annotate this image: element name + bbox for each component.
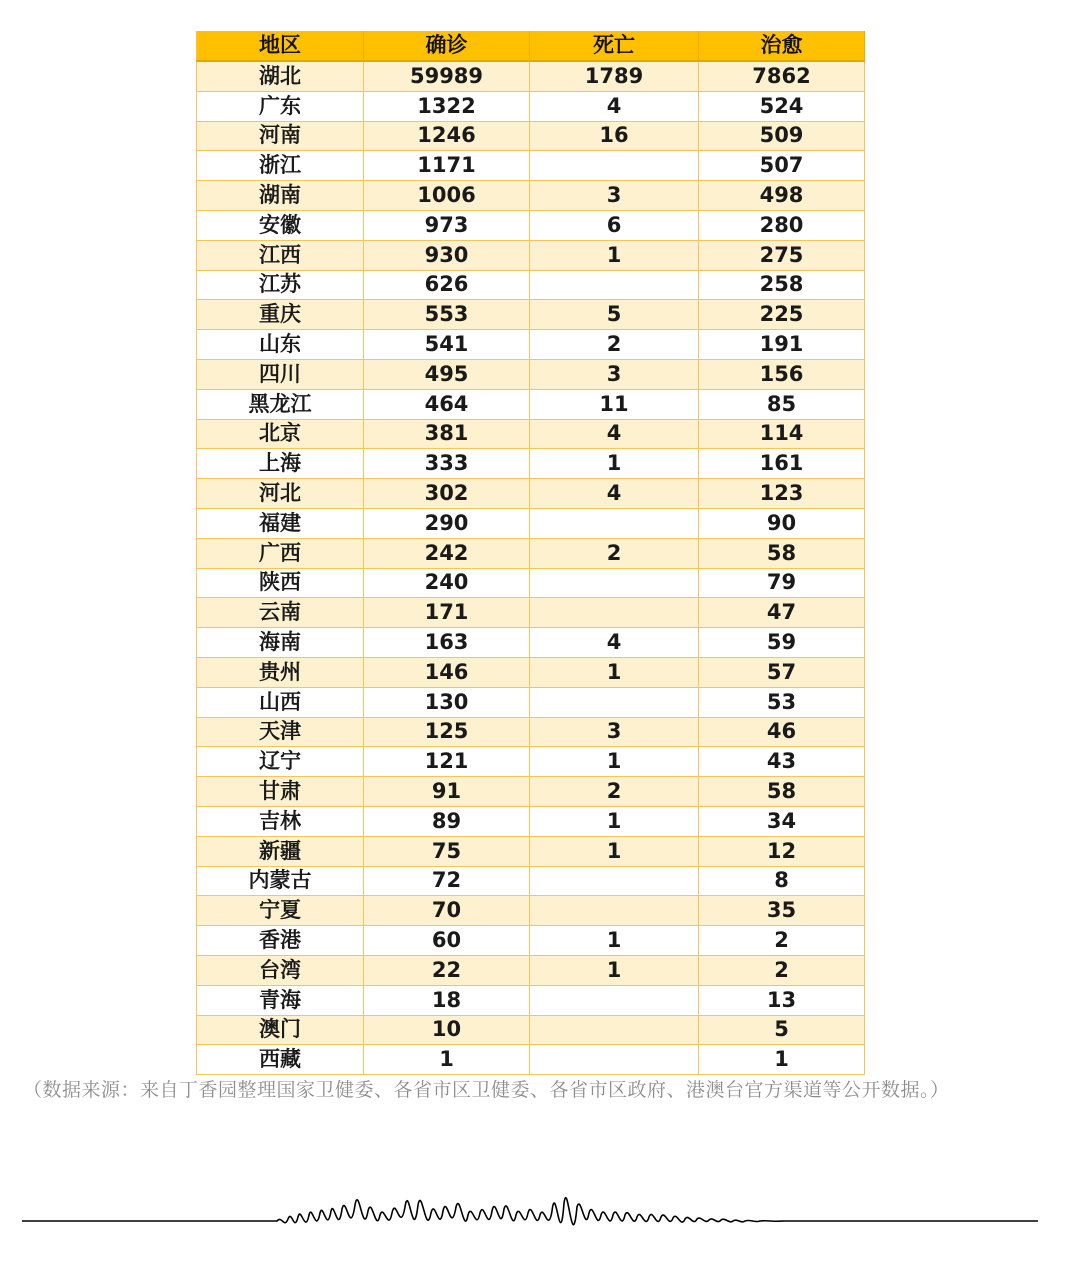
cell-recovered: 1	[699, 1045, 865, 1075]
table-row	[197, 955, 865, 985]
cell-region: 黑龙江	[197, 389, 364, 419]
table-row	[197, 210, 865, 240]
cell-region: 澳门	[197, 1015, 364, 1045]
table-row	[197, 359, 865, 389]
cell-region: 宁夏	[197, 896, 364, 926]
table-row	[197, 598, 865, 628]
cell-deaths: 2	[530, 777, 699, 807]
table-row	[197, 687, 865, 717]
cell-deaths	[530, 598, 699, 628]
cell-deaths	[530, 985, 699, 1015]
cell-region: 山西	[197, 687, 364, 717]
cell-recovered: 79	[699, 568, 865, 598]
table-row	[197, 628, 865, 658]
cell-confirmed: 72	[364, 866, 530, 896]
cell-region: 江西	[197, 240, 364, 270]
cell-deaths: 2	[530, 330, 699, 360]
cell-confirmed: 302	[364, 479, 530, 509]
waveform-scribble	[277, 1198, 782, 1225]
table-row	[197, 300, 865, 330]
table-row	[197, 747, 865, 777]
table-row	[197, 866, 865, 896]
cell-confirmed: 381	[364, 419, 530, 449]
table-row	[197, 1045, 865, 1075]
cell-confirmed: 333	[364, 449, 530, 479]
cell-confirmed: 125	[364, 717, 530, 747]
cell-region: 辽宁	[197, 747, 364, 777]
cell-confirmed: 70	[364, 896, 530, 926]
header-deaths: 死亡	[530, 31, 699, 61]
table-row	[197, 1015, 865, 1045]
cell-deaths	[530, 687, 699, 717]
cell-deaths	[530, 866, 699, 896]
cell-recovered: 43	[699, 747, 865, 777]
cell-confirmed: 1246	[364, 121, 530, 151]
cell-region: 河南	[197, 121, 364, 151]
cell-confirmed: 240	[364, 568, 530, 598]
table-row	[197, 270, 865, 300]
cell-deaths: 1789	[530, 61, 699, 91]
cell-confirmed: 495	[364, 359, 530, 389]
cell-confirmed: 626	[364, 270, 530, 300]
header-recovered: 治愈	[699, 31, 865, 61]
cell-deaths: 3	[530, 181, 699, 211]
cell-confirmed: 59989	[364, 61, 530, 91]
cell-recovered: 123	[699, 479, 865, 509]
cell-deaths: 4	[530, 628, 699, 658]
table-row	[197, 836, 865, 866]
cell-region: 安徽	[197, 210, 364, 240]
cell-deaths: 4	[530, 91, 699, 121]
cell-region: 河北	[197, 479, 364, 509]
cell-region: 江苏	[197, 270, 364, 300]
table-row	[197, 419, 865, 449]
cell-recovered: 507	[699, 151, 865, 181]
cell-region: 北京	[197, 419, 364, 449]
region-statistics-table	[196, 31, 865, 1075]
cell-confirmed: 163	[364, 628, 530, 658]
table-row	[197, 806, 865, 836]
table-row	[197, 449, 865, 479]
cell-recovered: 85	[699, 389, 865, 419]
cell-recovered: 59	[699, 628, 865, 658]
cell-confirmed: 242	[364, 538, 530, 568]
table-row	[197, 777, 865, 807]
cell-region: 山东	[197, 330, 364, 360]
cell-confirmed: 290	[364, 508, 530, 538]
cell-region: 福建	[197, 508, 364, 538]
cell-region: 新疆	[197, 836, 364, 866]
table-row	[197, 121, 865, 151]
cell-deaths: 1	[530, 926, 699, 956]
cell-region: 西藏	[197, 1045, 364, 1075]
cell-recovered: 225	[699, 300, 865, 330]
table-row	[197, 717, 865, 747]
cell-confirmed: 75	[364, 836, 530, 866]
cell-region: 浙江	[197, 151, 364, 181]
table-body	[197, 61, 865, 1075]
data-source-note: （数据来源：来自丁香园整理国家卫健委、各省市区卫健委、各省市区政府、港澳台官方渠道等公开数据。）	[23, 1079, 950, 1101]
cell-recovered: 2	[699, 926, 865, 956]
cell-deaths: 1	[530, 747, 699, 777]
cell-confirmed: 973	[364, 210, 530, 240]
cell-confirmed: 22	[364, 955, 530, 985]
cell-deaths: 1	[530, 657, 699, 687]
hand-drawn-waveform-divider-icon	[22, 1175, 1038, 1265]
cell-confirmed: 541	[364, 330, 530, 360]
cell-recovered: 58	[699, 777, 865, 807]
table-header	[197, 31, 865, 61]
cell-deaths: 1	[530, 449, 699, 479]
table-row	[197, 657, 865, 687]
cell-region: 陕西	[197, 568, 364, 598]
cell-recovered: 8	[699, 866, 865, 896]
cell-recovered: 7862	[699, 61, 865, 91]
table-row	[197, 896, 865, 926]
cell-region: 甘肃	[197, 777, 364, 807]
cell-recovered: 12	[699, 836, 865, 866]
cell-region: 青海	[197, 985, 364, 1015]
cell-region: 天津	[197, 717, 364, 747]
cell-region: 海南	[197, 628, 364, 658]
cell-confirmed: 171	[364, 598, 530, 628]
cell-region: 台湾	[197, 955, 364, 985]
cell-confirmed: 121	[364, 747, 530, 777]
cell-confirmed: 146	[364, 657, 530, 687]
cell-deaths: 11	[530, 389, 699, 419]
cell-recovered: 34	[699, 806, 865, 836]
table-row	[197, 330, 865, 360]
table-row	[197, 61, 865, 91]
cell-region: 重庆	[197, 300, 364, 330]
header-confirmed: 确诊	[364, 31, 530, 61]
cell-recovered: 509	[699, 121, 865, 151]
table-header-row	[197, 31, 865, 61]
cell-confirmed: 464	[364, 389, 530, 419]
table-row	[197, 91, 865, 121]
cell-deaths: 5	[530, 300, 699, 330]
cell-confirmed: 1322	[364, 91, 530, 121]
cell-region: 湖北	[197, 61, 364, 91]
table-row	[197, 240, 865, 270]
cell-deaths	[530, 1045, 699, 1075]
table-row	[197, 985, 865, 1015]
cell-recovered: 114	[699, 419, 865, 449]
table-row	[197, 479, 865, 509]
cell-deaths: 2	[530, 538, 699, 568]
cell-recovered: 57	[699, 657, 865, 687]
cell-region: 广东	[197, 91, 364, 121]
cell-recovered: 258	[699, 270, 865, 300]
cell-deaths: 6	[530, 210, 699, 240]
cell-region: 吉林	[197, 806, 364, 836]
cell-recovered: 47	[699, 598, 865, 628]
table-row	[197, 151, 865, 181]
cell-deaths	[530, 1015, 699, 1045]
cell-confirmed: 1	[364, 1045, 530, 1075]
cell-recovered: 90	[699, 508, 865, 538]
table-row	[197, 389, 865, 419]
cell-confirmed: 18	[364, 985, 530, 1015]
cell-recovered: 58	[699, 538, 865, 568]
table-row	[197, 181, 865, 211]
cell-deaths: 1	[530, 955, 699, 985]
cell-deaths	[530, 896, 699, 926]
cell-deaths: 16	[530, 121, 699, 151]
cell-confirmed: 1006	[364, 181, 530, 211]
cell-confirmed: 1171	[364, 151, 530, 181]
header-region: 地区	[197, 31, 364, 61]
cell-recovered: 13	[699, 985, 865, 1015]
data-table-container	[196, 31, 864, 1075]
cell-confirmed: 553	[364, 300, 530, 330]
cell-recovered: 53	[699, 687, 865, 717]
cell-recovered: 161	[699, 449, 865, 479]
cell-region: 广西	[197, 538, 364, 568]
cell-region: 四川	[197, 359, 364, 389]
cell-recovered: 280	[699, 210, 865, 240]
cell-recovered: 46	[699, 717, 865, 747]
cell-deaths: 3	[530, 359, 699, 389]
cell-region: 湖南	[197, 181, 364, 211]
cell-region: 上海	[197, 449, 364, 479]
cell-deaths: 1	[530, 836, 699, 866]
cell-confirmed: 91	[364, 777, 530, 807]
table-row	[197, 926, 865, 956]
cell-deaths	[530, 568, 699, 598]
cell-region: 香港	[197, 926, 364, 956]
cell-recovered: 35	[699, 896, 865, 926]
cell-confirmed: 60	[364, 926, 530, 956]
cell-deaths	[530, 270, 699, 300]
cell-region: 云南	[197, 598, 364, 628]
cell-region: 贵州	[197, 657, 364, 687]
cell-recovered: 191	[699, 330, 865, 360]
table-row	[197, 568, 865, 598]
cell-deaths	[530, 508, 699, 538]
cell-recovered: 156	[699, 359, 865, 389]
cell-deaths: 1	[530, 806, 699, 836]
table-row	[197, 538, 865, 568]
cell-confirmed: 10	[364, 1015, 530, 1045]
cell-recovered: 498	[699, 181, 865, 211]
cell-confirmed: 930	[364, 240, 530, 270]
cell-recovered: 2	[699, 955, 865, 985]
cell-recovered: 524	[699, 91, 865, 121]
table-row	[197, 508, 865, 538]
cell-confirmed: 89	[364, 806, 530, 836]
cell-region: 内蒙古	[197, 866, 364, 896]
cell-recovered: 275	[699, 240, 865, 270]
cell-deaths: 4	[530, 479, 699, 509]
cell-recovered: 5	[699, 1015, 865, 1045]
cell-deaths: 4	[530, 419, 699, 449]
cell-deaths: 3	[530, 717, 699, 747]
cell-deaths: 1	[530, 240, 699, 270]
cell-confirmed: 130	[364, 687, 530, 717]
cell-deaths	[530, 151, 699, 181]
